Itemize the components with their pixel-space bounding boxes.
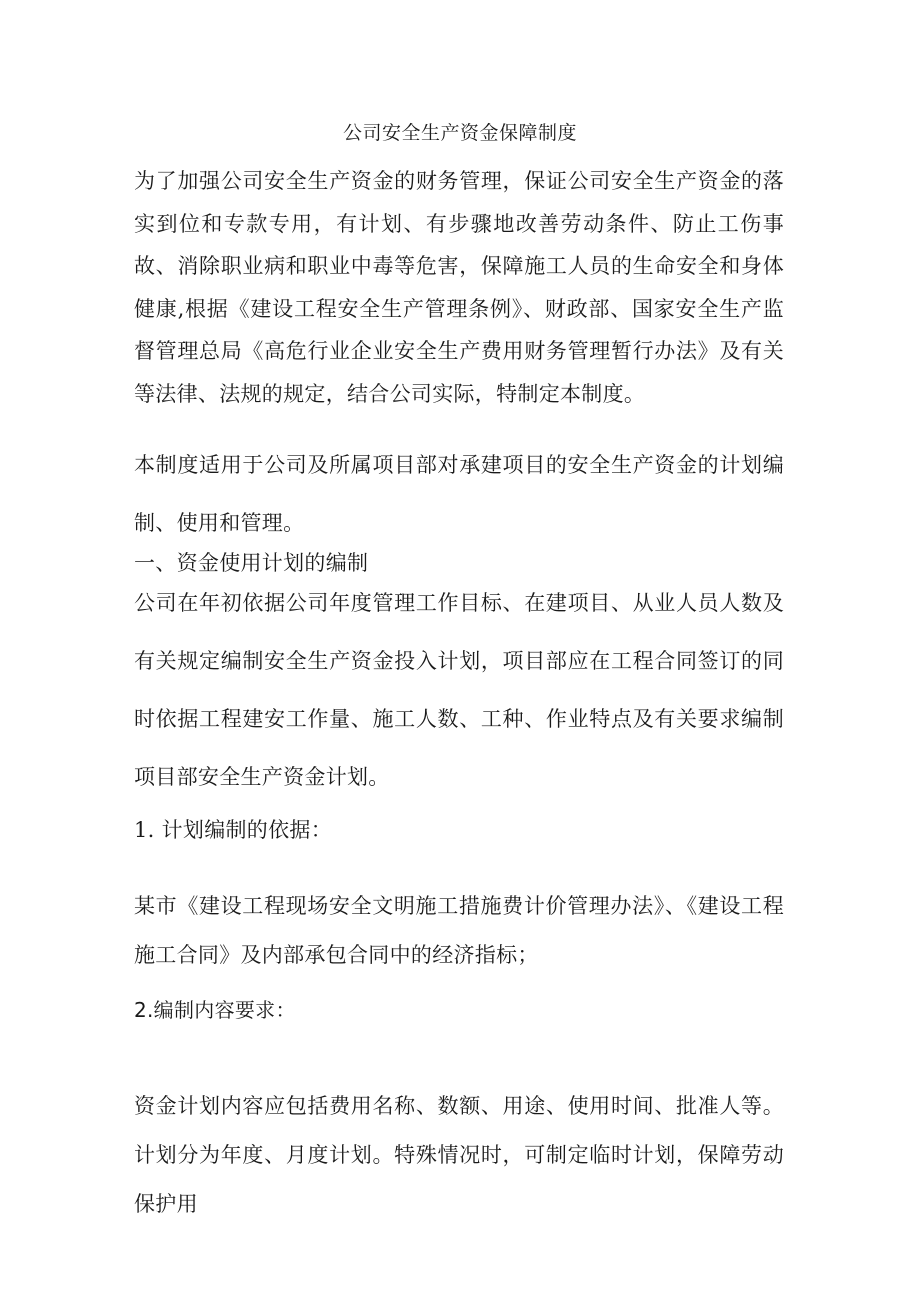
section-heading-plan: 一、资金使用计划的编制 bbox=[134, 551, 369, 575]
document-title: 公司安全生产资金保障制度 bbox=[342, 122, 577, 144]
intro-paragraph: 为了加强公司安全生产资金的财务管理，保证公司安全生产资金的落实到位和专款专用，有计划、有步骤地改善劳动条件、防止工伤事故、消除职业病和职业中毒等危害，保障施工人员的生命安全和身体健康,根据《建设工程安全生产管理条例》、财政部、国家安全生产监督管理总局《高危行业企业安全生产费用财务管理暂行办法》及有关等法律、法规的规定，结合公司实际，特制定本制度。 bbox=[134, 169, 784, 406]
scope-paragraph: 本制度适用于公司及所属项目部对承建项目的安全生产资金的计划编制、使用和管理。 bbox=[134, 453, 784, 535]
item-heading-content: 2.编制内容要求： bbox=[134, 998, 296, 1022]
basis-paragraph: 某市《建设工程现场安全文明施工措施费计价管理办法》、《建设工程施工合同》及内部承包合同中的经济指标； bbox=[134, 894, 784, 967]
plan-paragraph: 公司在年初依据公司年度管理工作目标、在建项目、从业人员人数及有关规定编制安全生产资金投入计划，项目部应在工程合同签订的同时依据工程建安工作量、施工人数、工种、作业特点及有关要求编制项目部安全生产资金计划。 bbox=[134, 591, 784, 789]
content-paragraph: 资金计划内容应包括费用名称、数额、用途、使用时间、批准人等。计划分为年度、月度计划。特殊情况时，可制定临时计划，保障劳动保护用 bbox=[134, 1094, 784, 1216]
item-heading-basis: 1. 计划编制的依据： bbox=[134, 818, 333, 842]
